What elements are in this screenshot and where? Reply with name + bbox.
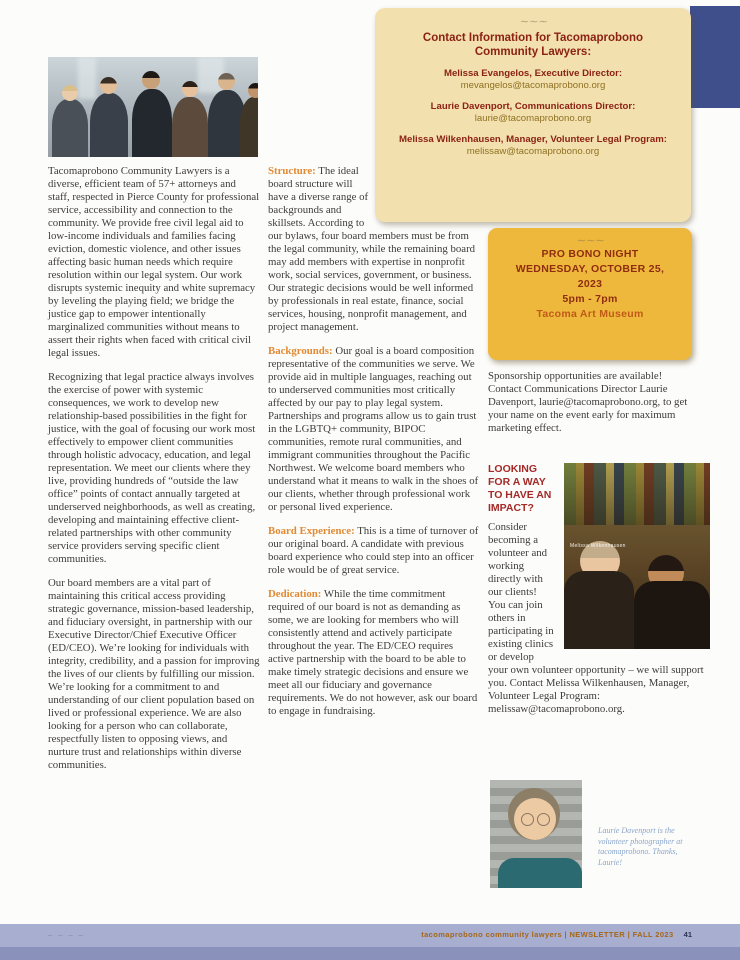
footer-right	[421, 930, 692, 939]
photo-figure	[498, 858, 582, 888]
impact-text: Consider becoming a volunteer and working directly with our clients! You can join others in participating in existing clinics or develop your own volunteer opportunity – we will support you. Contact Melissa Wilkenhausen, Manager, Volunteer Legal Program: melissaw@tacomaprobono.org.	[488, 521, 704, 715]
criteria-heading: Structure:	[268, 165, 316, 177]
group-photo	[48, 57, 258, 157]
portrait-photo	[490, 780, 582, 888]
sponsorship-text: Sponsorship opportunities are available! Contact Communications Director Laurie Davenport, laurie@tacomaprobono.org, to get your name on the event early for maximum marketing effect.	[488, 370, 688, 434]
criteria-paragraph	[268, 165, 480, 334]
contact-name-role: Laurie Davenport, Communications Director:	[430, 101, 636, 112]
photo-face	[218, 73, 235, 90]
flourish-icon: ∼∼∼	[576, 235, 604, 247]
sponsorship-block	[488, 370, 696, 446]
event-line: 5pm - 7pm	[562, 293, 618, 305]
criteria-text: While the time commitment required of our board is not as demanding as some, we are looking for members who will consistently attend and actively participate throughout the year. The ED/CEO requires active partnership with the board to be able to make timely strategic decisions and ensure we meet all our fiduciary and governance requirements. We do not however, ask our board to engage in fundraising.	[268, 588, 478, 717]
portrait-caption: Laurie Davenport is the volunteer photographer at tacomaprobono. Thanks, Laurie!	[598, 826, 683, 867]
photo-face	[142, 71, 160, 89]
about-paragraph: Recognizing that legal practice always involves the exercise of power with systemic consequences, we work to develop new relationship-based possibilities in the fight for justice, with the goal of focusing our work most effectively to empower client communities through holistic advocacy, education, and legal representation. We meet our clients where they live, providing hundreds of “outside the law office” points of contact annually targeted at underserved neighborhoods, as well as creating, developing and maintaining effective client-related partnerships with other community service providers serving specific client communities.	[48, 371, 256, 565]
photo-figure	[634, 581, 710, 649]
volunteers-photo	[564, 463, 710, 649]
photo-highlight	[78, 57, 96, 99]
column-about	[48, 165, 260, 783]
contact-box-title: Contact Information for Tacomaprobono Community Lawyers:	[422, 32, 644, 58]
criteria-text: This is a time of turnover of our original board. A candidate with previous board experience who could step into an officer role would be of great service.	[268, 525, 479, 576]
email-link[interactable]: mevangelos@tacomaprobono.org	[460, 80, 606, 91]
criteria-text: The ideal board structure will have a diverse range of backgrounds and skillsets. According to our bylaws, four board members must be from the legal community, while the remaining board may add members with expertise in nonprofit work, social services, government, or business. Our strategic decisions would be well informed by professionals in real estate, finance, social services, housing, nonprofit management, and project management.	[268, 165, 476, 333]
photo-face	[62, 85, 78, 101]
criteria-paragraph	[268, 345, 480, 514]
about-paragraph: Our board members are a vital part of maintaining this critical access providing strategic governance, mission-based leadership, and fiduciary oversight, in partnership with our Executive Director/Chief Executive Officer (ED/CEO). We’re looking for individuals with integrity, credibility, and a passion for improving the lives of our clients by fulfilling our mission. We’re looking for a commitment to and understanding of our client population based on lived or professional experience. We are also looking for a person who can collaborate, respectfully listen to opposing views, and nurture trust and relationships within diverse communities.	[48, 577, 260, 771]
contact-name-role: Melissa Evangelos, Executive Director:	[443, 68, 623, 79]
accent-bar	[690, 6, 740, 108]
photo-label: Melissa Wilkenhausen	[570, 543, 626, 549]
photo-figure	[172, 97, 208, 157]
email-link[interactable]: melissaw@tacomaprobono.org	[466, 146, 600, 157]
photo-face	[248, 83, 258, 98]
photo-face	[100, 77, 117, 94]
photo-figure	[240, 97, 258, 157]
criteria-heading: Board Experience:	[268, 525, 355, 537]
page-number: 41	[683, 930, 692, 939]
footer-content	[48, 930, 692, 939]
contact-entry	[375, 68, 691, 92]
pro-bono-night-box	[488, 228, 692, 360]
event-line: 2023	[577, 278, 603, 290]
footer-marks: – – – –	[48, 930, 85, 939]
criteria-heading: Dedication:	[268, 588, 322, 600]
layout-cutout	[372, 165, 480, 227]
contact-entry	[375, 101, 691, 125]
about-paragraph: Tacomaprobono Community Lawyers is a diverse, efficient team of 57+ attorneys and staff, respected in Pierce County for professional service, accessibility and connection to the community. We provide free civil legal aid to low-income individuals and families facing eviction, domestic violence, and other issues affecting basic human needs which require resolution within our legal system. Our work disrupts systemic inequity and white supremacy by leveling the playing field; we bridge the justice gap to empower intentionally marginalized communities without means to assert their rights when faced with critical civil legal issues.	[48, 165, 260, 359]
photo-figure	[132, 89, 172, 157]
email-link[interactable]: laurie@tacomaprobono.org	[474, 113, 592, 124]
criteria-heading: Backgrounds:	[268, 345, 333, 357]
criteria-paragraph	[268, 525, 480, 577]
footer-strip	[0, 947, 740, 960]
column-board-criteria	[268, 165, 480, 729]
contact-name-role: Melissa Wilkenhausen, Manager, Volunteer Legal Program:	[399, 134, 667, 145]
photo-figure	[90, 93, 128, 157]
event-line: PRO BONO NIGHT	[541, 248, 639, 260]
contact-entry	[375, 134, 691, 158]
photo-figure	[564, 571, 634, 649]
glasses-icon	[521, 813, 534, 826]
impact-heading: LOOKING FOR A WAY TO HAVE AN IMPACT?	[488, 463, 552, 514]
flourish-icon: ∼∼∼	[519, 16, 547, 28]
photo-face	[182, 81, 198, 97]
event-line: WEDNESDAY, OCTOBER 25,	[515, 263, 665, 275]
photo-shade	[564, 463, 710, 525]
portrait-block	[490, 780, 712, 888]
glasses-icon	[537, 813, 550, 826]
criteria-paragraph	[268, 588, 480, 718]
page-footer	[0, 924, 740, 960]
criteria-text: Our goal is a board composition representative of the communities we serve. We provide aid in multiple languages, reaching out to underserved communities most critically affected by our pay to play legal system. Partnerships and programs allow us to gain trust in the LGBTQ+ community, BIPOC communities, remote rural communities, and immigrant communities throughout the Pacific Northwest. We welcome board members who understand what it means to walk in the shoes of our clients, whether through professional work or personal lived experience.	[268, 345, 479, 513]
photo-figure	[52, 99, 88, 157]
footer-text: tacomaprobono community lawyers | NEWSLETTER | FALL 2023	[421, 930, 674, 939]
event-venue: Tacoma Art Museum	[536, 308, 644, 320]
impact-block	[488, 463, 710, 727]
